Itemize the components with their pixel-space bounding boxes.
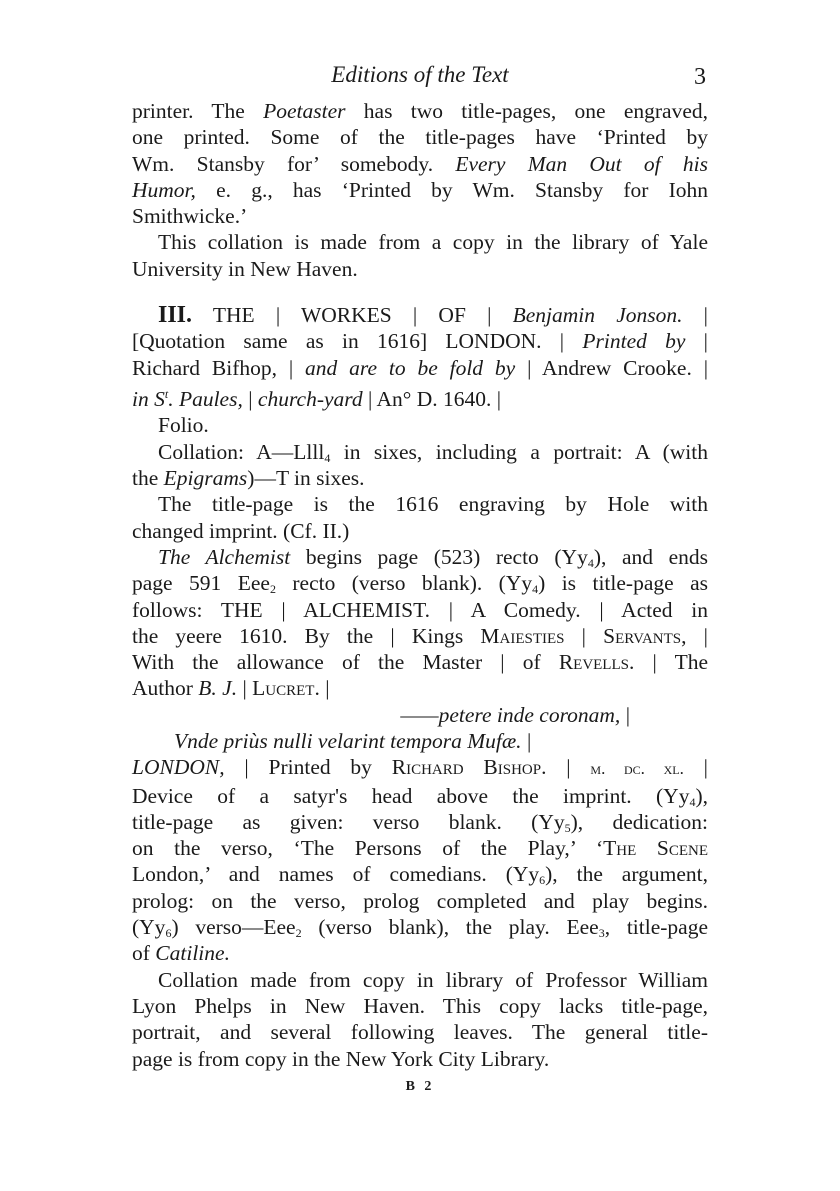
text-line: III. THE | WORKES | OF | Benjamin Jonson. |	[158, 302, 708, 329]
signature-mark: B 2	[405, 1078, 435, 1094]
page-number: 3	[694, 64, 706, 90]
text-line: title-page as given: verso blank. $(Yy_5)$, dedication:	[132, 809, 708, 835]
quotation-line: Vnde priùs nulli velarint tempora Mufæ. |	[174, 728, 532, 753]
text-line: With the allowance of the Master | of Revells. | The	[132, 650, 708, 675]
text-line: Lyon Phelps in New Haven. This copy lacks title-page,	[132, 993, 708, 1018]
text-line: [Quotation same as in 1616] LONDON. | Printed by |	[132, 329, 708, 354]
text-line: printer. The Poetaster has two title-pages, one engraved,	[132, 99, 708, 123]
entry-number: III.	[158, 302, 193, 329]
paragraph-phelps-copy	[132, 967, 708, 1072]
paragraph-yale-collation	[132, 229, 708, 282]
text-line: the Epigrams)—T in sixes.	[132, 466, 365, 491]
text-line: Collation made from copy in library of Professor William	[158, 967, 708, 992]
text-line: Collation: A—Llll$_4$ in sixes, including a portrait: A (with	[158, 439, 708, 465]
text-line: follows: THE | ALCHEMIST. | A Comedy. | Acted in	[132, 597, 708, 622]
text-line: LONDON, | Printed by Richard Bishop. | m. dc. xl. |	[132, 755, 708, 780]
text-line: Device of a satyr's head above the imprint. $(Yy_4)$,	[132, 783, 708, 809]
text-line: on the verso, ‘The Persons of the Play,’ ‘The Scene	[132, 836, 708, 861]
text-line: page is from copy in the New York City Library.	[132, 1046, 550, 1071]
paragraph-folio	[132, 412, 708, 438]
book-page	[132, 58, 708, 1100]
paragraph-poetaster	[132, 98, 708, 229]
text-line: Humor, e. g., has ‘Printed by Wm. Stansby for Iohn	[132, 177, 708, 202]
text-line: portrait, and several following leaves. The general title-	[132, 1020, 708, 1045]
text-line: Richard Bifhop, | and are to be fold by | Andrew Crooke. |	[132, 355, 708, 380]
paragraph-collation	[132, 439, 708, 492]
paragraph-alchemist	[132, 544, 708, 754]
paragraph-title-page	[132, 491, 708, 544]
text-line: $(Yy_6)$ verso—Eee$_2$ (verso blank), the play. Eee$_3$, title-page	[132, 915, 708, 941]
text-line: The Alchemist begins page (523) recto $(Yy_4)$, and ends	[158, 544, 708, 570]
text-line: The title-page is the 1616 engraving by Hole with	[158, 492, 708, 517]
text-line: of Catiline.	[132, 941, 230, 966]
text-line: prolog: on the verso, prolog completed and play begins.	[132, 888, 708, 913]
paragraph-imprint	[132, 754, 708, 966]
text-line: Folio.	[158, 413, 209, 438]
text-line: This collation is made from a copy in the library of Yale	[158, 230, 708, 255]
text-line: University in New Haven.	[132, 256, 358, 281]
quotation-line: ——petere inde coronam, |	[400, 702, 630, 727]
text-line: Smithwicke.’	[132, 204, 248, 229]
text-line: Wm. Stansby for’ somebody. Every Man Out of his	[132, 151, 708, 176]
text-line: the yeere 1610. By the | Kings Maiesties | Servants, |	[132, 623, 708, 648]
entry-iii-title	[132, 302, 708, 412]
running-head-title: Editions of the Text	[331, 62, 509, 87]
text-line: Author B. J. | Lucret. |	[132, 676, 330, 701]
text-line: page 591 Eee$_2$ recto (verso blank). $(Yy_4)$ is title-page as	[132, 571, 709, 597]
text-line: changed imprint. (Cf. II.)	[132, 518, 350, 543]
text-line: in $S^t$. Paules, | church-yard | An° D. 1640. |	[132, 386, 502, 412]
running-head	[132, 58, 708, 90]
text-line: one printed. Some of the title-pages have ‘Printed by	[132, 125, 708, 150]
text-line: London,’ and names of comedians. $(Yy_6)$, the argument,	[132, 862, 708, 888]
